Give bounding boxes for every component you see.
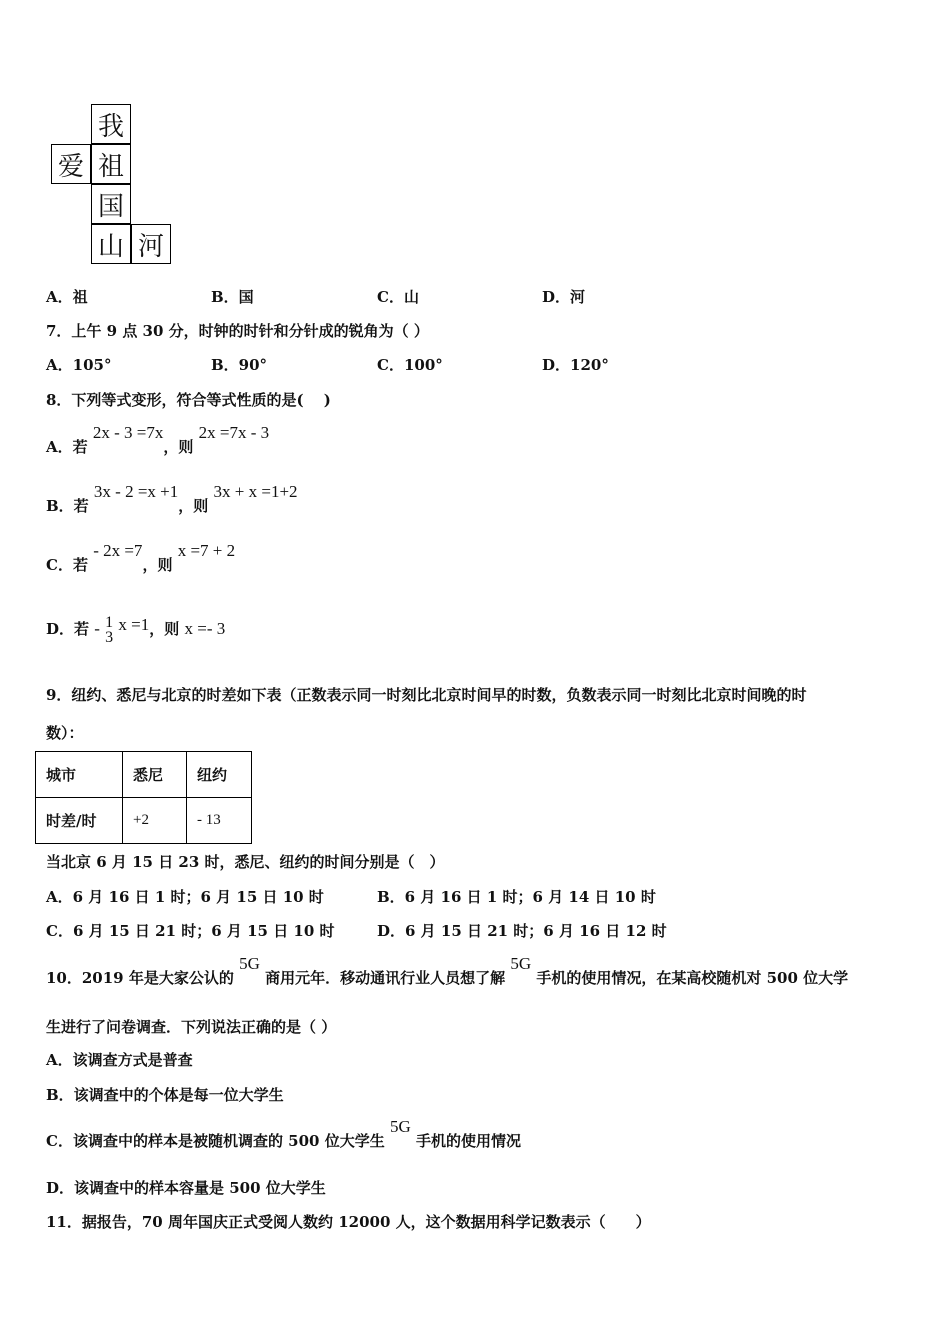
q8-a-equation-1: 2x - 3 =7x bbox=[92, 423, 164, 442]
q7-option-a: A．105° bbox=[46, 356, 112, 374]
table-cell-label: 时差/时 bbox=[36, 798, 123, 844]
q8-a-prefix: A．若 bbox=[46, 438, 88, 456]
q7-option-d: D．120° bbox=[542, 356, 609, 374]
q10-stem-line-2: 生进行了问卷调查．下列说法正确的是（ ） bbox=[46, 1018, 337, 1036]
q10-5g-1: 5G bbox=[239, 954, 260, 973]
q8-option-a bbox=[46, 423, 270, 457]
q9-option-a: A．6 月 16 日 1 时；6 月 15 日 10 时 bbox=[46, 888, 324, 906]
q8-option-b bbox=[46, 482, 298, 516]
q6-option-c: C．山 bbox=[377, 288, 419, 306]
q8-c-equation-1: - 2x =7 bbox=[93, 541, 143, 560]
q10-option-d: D．该调查中的样本容量是 500 位大学生 bbox=[46, 1179, 326, 1197]
q10-c-text-pre: C．该调查中的样本是被随机调查的 500 位大学生 bbox=[46, 1132, 385, 1150]
q10-text-c: 手机的使用情况，在某高校随机对 500 位大学 bbox=[536, 969, 849, 987]
q9-option-c: C．6 月 15 日 21 时；6 月 15 日 10 时 bbox=[46, 922, 335, 940]
q8-b-equation-1: 3x - 2 =x +1 bbox=[93, 482, 179, 501]
q9-question: 当北京 6 月 15 日 23 时，悉尼、纽约的时间分别是（ ） bbox=[46, 853, 445, 871]
q8-d-minus: - bbox=[94, 619, 100, 638]
q6-option-b: B．国 bbox=[211, 288, 254, 306]
q8-b-prefix: B．若 bbox=[46, 497, 89, 515]
q8-c-prefix: C．若 bbox=[46, 556, 88, 574]
q10-c-text-post: 手机的使用情况 bbox=[415, 1132, 521, 1150]
q7-stem: 7．上午 9 点 30 分，时钟的时针和分针成的锐角为（ ） bbox=[46, 322, 429, 340]
q8-a-then: ，则 bbox=[163, 438, 194, 456]
net-cell-wo: 我 bbox=[91, 104, 131, 144]
q10-option-a: A．该调查方式是普查 bbox=[46, 1051, 193, 1069]
table-header-city: 城市 bbox=[36, 752, 123, 798]
q11-stem: 11．据报告，70 周年国庆正式受阅人数约 12000 人，这个数据用科学记数表示（ ） bbox=[46, 1213, 651, 1231]
q10-c-5g: 5G bbox=[389, 1117, 411, 1136]
q10-text-a: 10．2019 年是大家公认的 bbox=[46, 969, 234, 987]
table-row bbox=[36, 798, 252, 844]
q8-c-then: ，则 bbox=[142, 556, 173, 574]
q9-stem-line-2: 数）： bbox=[46, 724, 84, 742]
q7-option-c: C．100° bbox=[377, 356, 443, 374]
time-difference-table bbox=[35, 751, 252, 844]
net-cell-he: 河 bbox=[131, 224, 171, 264]
net-cell-shan: 山 bbox=[91, 224, 131, 264]
q10-text-b: 商用元年．移动通讯行业人员想了解 bbox=[265, 969, 506, 987]
q8-d-numerator: 1 bbox=[105, 614, 114, 631]
q8-c-equation-2: x =7 + 2 bbox=[177, 541, 236, 560]
q10-option-c bbox=[46, 1117, 521, 1151]
q8-d-prefix: D．若 bbox=[46, 620, 90, 638]
q7-option-b: B．90° bbox=[211, 356, 268, 374]
q10-5g-2: 5G bbox=[510, 954, 532, 973]
q8-d-then: ，则 bbox=[149, 620, 180, 638]
table-header-newyork: 纽约 bbox=[187, 752, 252, 798]
q8-b-then: ，则 bbox=[178, 497, 209, 515]
q10-stem-line-1 bbox=[46, 954, 849, 988]
table-header-sydney: 悉尼 bbox=[123, 752, 187, 798]
q10-option-b: B．该调查中的个体是每一位大学生 bbox=[46, 1086, 284, 1104]
q6-option-a: A．祖 bbox=[46, 288, 88, 306]
table-cell-sydney: +2 bbox=[123, 798, 187, 844]
q8-d-equation-1: x =1 bbox=[118, 615, 150, 634]
q9-option-d: D．6 月 15 日 21 时；6 月 16 日 12 时 bbox=[377, 922, 667, 940]
net-cell-guo: 国 bbox=[91, 184, 131, 224]
q8-d-denominator: 3 bbox=[105, 629, 114, 646]
q6-option-d: D．河 bbox=[542, 288, 586, 306]
net-cell-ai: 爱 bbox=[51, 144, 91, 184]
q9-stem-line-1: 9．纽约、悉尼与北京的时差如下表（正数表示同一时刻比北京时间早的时数，负数表示同一时刻比北京时间晚的时 bbox=[46, 686, 807, 704]
q9-option-b: B．6 月 16 日 1 时；6 月 14 日 10 时 bbox=[377, 888, 656, 906]
q8-option-c bbox=[46, 541, 236, 575]
q8-a-equation-2: 2x =7x - 3 bbox=[198, 423, 270, 442]
table-header-row bbox=[36, 752, 252, 798]
net-cell-zu: 祖 bbox=[91, 144, 131, 184]
table-cell-newyork: - 13 bbox=[187, 798, 252, 844]
q8-d-equation-2: x =- 3 bbox=[184, 619, 226, 638]
q8-b-equation-2: 3x + x =1+2 bbox=[213, 482, 298, 501]
q8-option-d bbox=[46, 615, 225, 645]
q8-stem: 8．下列等式变形，符合等式性质的是( ) bbox=[46, 391, 331, 409]
q8-d-fraction bbox=[105, 615, 113, 645]
